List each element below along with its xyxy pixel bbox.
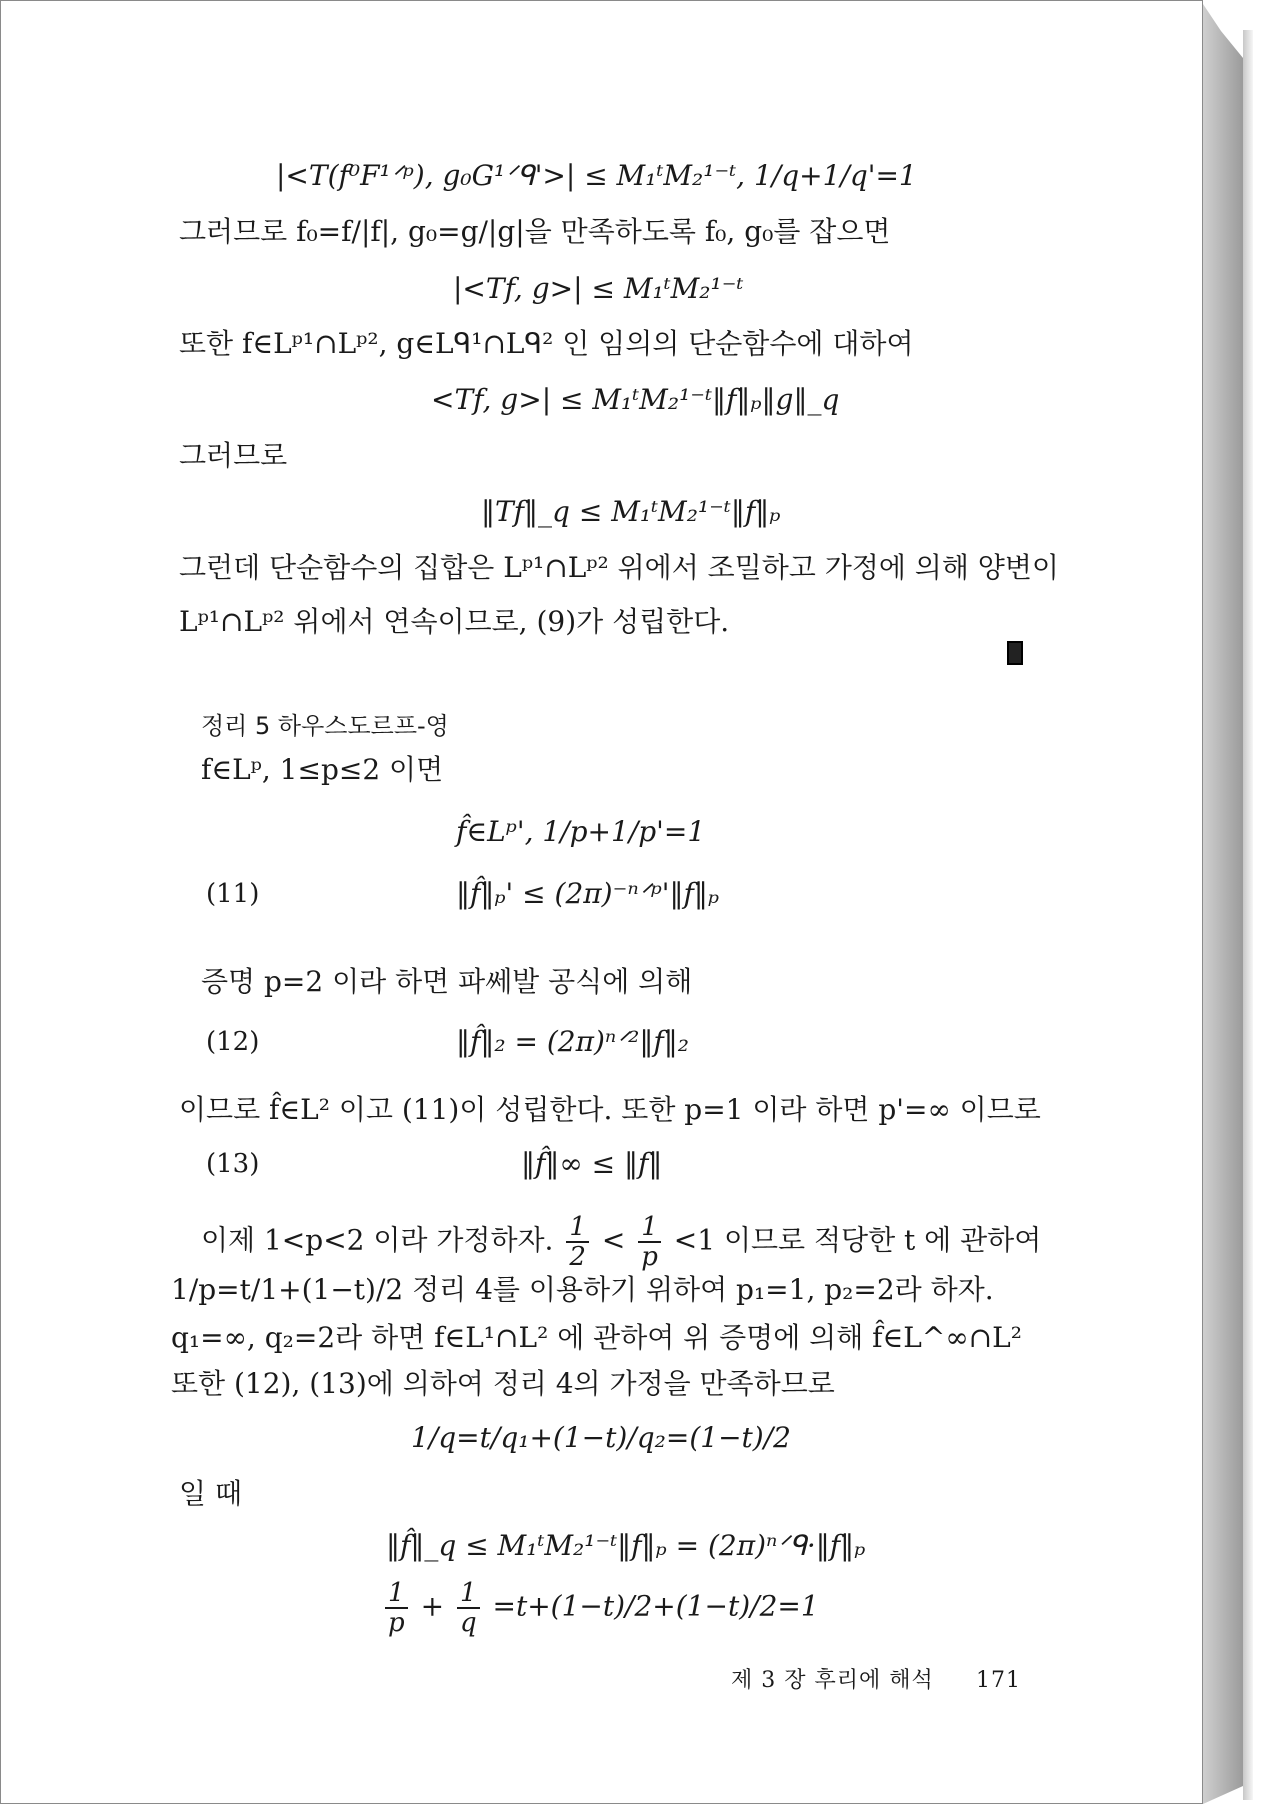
fraction [457, 1579, 480, 1637]
paragraph-line: 이므로 f̂∈L² 이고 (11)이 성립한다. 또한 p=1 이라 하면 p'=∞ 이므로 [179, 1093, 1041, 1126]
fraction [638, 1213, 661, 1271]
theorem-title: 정리 5 하우스도르프-영 [201, 712, 449, 740]
equation-6: 1/q=t/q₁+(1−t)/q₂=(1−t)/2 [411, 1421, 791, 1454]
paragraph-line: q₁=∞, q₂=2라 하면 f∈L¹∩L² 에 관하여 위 증명에 의해 f̂∈L^∞∩L² [171, 1321, 1022, 1354]
equation-7: ‖f̂‖_q ≤ M₁ᵗM₂¹⁻ᵗ‖f‖ₚ = (2π)ⁿᐟᑫ·‖f‖ₚ [386, 1529, 866, 1562]
fraction-denominator: q [459, 1608, 477, 1638]
fraction [566, 1213, 589, 1271]
text-run: =t+(1−t)/2+(1−t)/2=1 [492, 1589, 819, 1623]
equation-8 [381, 1579, 819, 1637]
fraction-numerator: 1 [638, 1213, 661, 1243]
equation-3: <Tf, g>| ≤ M₁ᵗM₂¹⁻ᵗ‖f‖ₚ‖g‖_q [431, 383, 840, 416]
fraction-numerator: 1 [566, 1213, 589, 1243]
equation-4: ‖Tf‖_q ≤ M₁ᵗM₂¹⁻ᵗ‖f‖ₚ [481, 495, 781, 528]
text-run: 이제 1<p<2 이라 가정하자. [201, 1223, 554, 1257]
paragraph-line: Lᵖ¹∩Lᵖ² 위에서 연속이므로, (9)가 성립한다. [179, 605, 730, 638]
text-run: < [601, 1223, 626, 1257]
fraction-denominator: p [641, 1242, 658, 1272]
fraction-denominator: 2 [569, 1242, 586, 1272]
equation-2: |<Tf, g>| ≤ M₁ᵗM₂¹⁻ᵗ [453, 272, 744, 305]
equation-label: (11) [206, 879, 260, 909]
equation-1: |<T(f⁰F¹ᐟᵖ), g₀G¹ᐟᑫ'>| ≤ M₁ᵗM₂¹⁻ᵗ, 1/q+1/q'=1 [276, 159, 917, 192]
page-shadow [1243, 30, 1253, 1800]
paragraph-line: 그런데 단순함수의 집합은 Lᵖ¹∩Lᵖ² 위에서 조밀하고 가정에 의해 양변이 [179, 551, 1059, 584]
equation-label: (13) [206, 1149, 260, 1179]
fraction [385, 1579, 408, 1637]
paragraph-line: 일 때 [179, 1477, 242, 1510]
paragraph-line: 그러므로 [179, 439, 288, 472]
paragraph-line [201, 1213, 1041, 1271]
paragraph-line: 그러므로 f₀=f/|f|, g₀=g/|g|을 만족하도록 f₀, g₀를 잡으면 [179, 215, 891, 248]
page-number: 171 [976, 1668, 1021, 1693]
paragraph-line: 1/p=t/1+(1−t)/2 정리 4를 이용하기 위하여 p₁=1, p₂=2라 하자. [171, 1273, 994, 1306]
end-of-proof-mark [1007, 641, 1023, 665]
theorem-condition: f∈Lᵖ, 1≤p≤2 이면 [201, 753, 444, 786]
page-edge-shadow [1203, 4, 1243, 1804]
proof-line: 증명 p=2 이라 하면 파쎄발 공식에 의해 [201, 965, 693, 998]
fraction-numerator: 1 [385, 1579, 408, 1609]
fraction-denominator: p [388, 1608, 405, 1638]
text-run: + [420, 1589, 445, 1623]
equation-12: ‖f̂‖₂ = (2π)ⁿᐟ²‖f‖₂ [456, 1025, 689, 1058]
paragraph-line: 또한 (12), (13)에 의하여 정리 4의 가정을 만족하므로 [171, 1367, 835, 1400]
equation-5: f̂∈Lᵖ', 1/p+1/p'=1 [456, 815, 706, 848]
equation-11: ‖f̂‖ₚ' ≤ (2π)⁻ⁿᐟᵖ'‖f‖ₚ [456, 877, 720, 910]
paragraph-line: 또한 f∈Lᵖ¹∩Lᵖ², g∈Lᑫ¹∩Lᑫ² 인 임의의 단순함수에 대하여 [179, 327, 914, 360]
running-footer-chapter: 제 3 장 후리에 해석 [731, 1668, 934, 1693]
text-run: <1 이므로 적당한 t 에 관하여 [673, 1223, 1042, 1257]
fraction-numerator: 1 [457, 1579, 480, 1609]
equation-13: ‖f̂‖∞ ≤ ‖f‖ [521, 1147, 663, 1180]
equation-label: (12) [206, 1027, 260, 1057]
